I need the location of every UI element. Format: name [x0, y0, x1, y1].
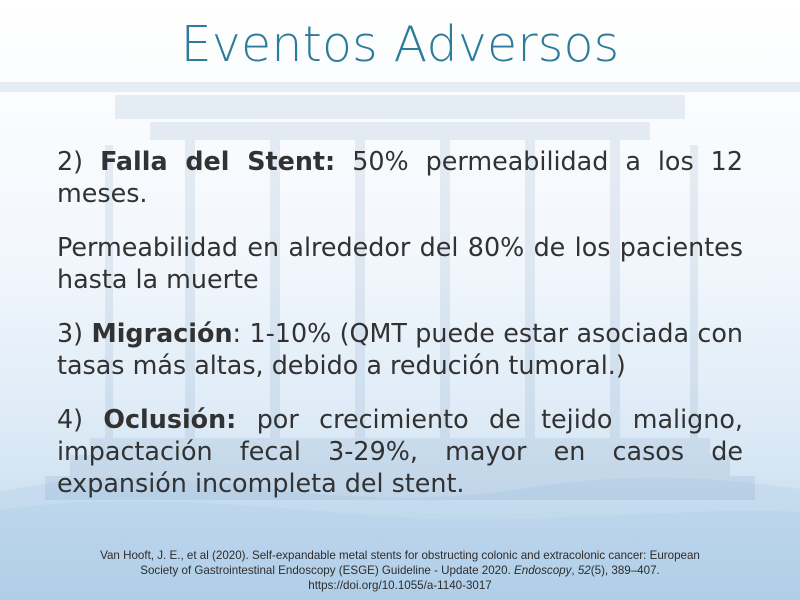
doi-link[interactable]: https://doi.org/10.1055/a-1140-3017 — [308, 579, 492, 592]
slide-content — [57, 145, 743, 521]
permeability-paragraph — [57, 231, 743, 295]
stent-failure-paragraph — [57, 145, 743, 209]
paragraph-heading: Migración — [91, 318, 233, 348]
paragraph-number: 3) — [57, 318, 92, 348]
citation-text: Society of Gastrointestinal Endoscopy (ESGE) Guideline - Update 2020. — [140, 564, 515, 577]
citation-separator: , — [571, 564, 578, 577]
citation-line-2 — [32, 563, 768, 578]
paragraph-text: Permeabilidad en alrededor del 80% de los pacientes hasta la muerte — [57, 232, 743, 294]
paragraph-heading: Falla del Stent: — [100, 146, 336, 176]
migration-paragraph — [57, 317, 743, 381]
citation-footer — [32, 548, 768, 593]
paragraph-number: 4) — [57, 404, 104, 434]
page-title: Eventos Adversos — [180, 16, 620, 73]
journal-title: Endoscopy — [514, 564, 572, 577]
paragraph-heading: Oclusión: — [103, 404, 237, 434]
paragraph-text: 50% permeabilidad a los 12 meses. — [57, 146, 743, 208]
journal-issue-pages: (5), 389–407. — [590, 564, 660, 577]
occlusion-paragraph — [57, 403, 743, 499]
paragraph-text: por crecimiento de tejido maligno, impactación fecal 3-29%, mayor en casos de expansión incompleta del stent. — [57, 404, 743, 498]
journal-volume: 52 — [577, 564, 591, 577]
paragraph-number: 2) — [57, 146, 101, 176]
citation-line-1: Van Hooft, J. E., et al (2020). Self-expandable metal stents for obstructing colonic and extracolonic cancer: European — [100, 549, 700, 562]
paragraph-text: : 1-10% (QMT puede estar asociada con tasas más altas, debido a redución tumoral.) — [57, 318, 743, 380]
